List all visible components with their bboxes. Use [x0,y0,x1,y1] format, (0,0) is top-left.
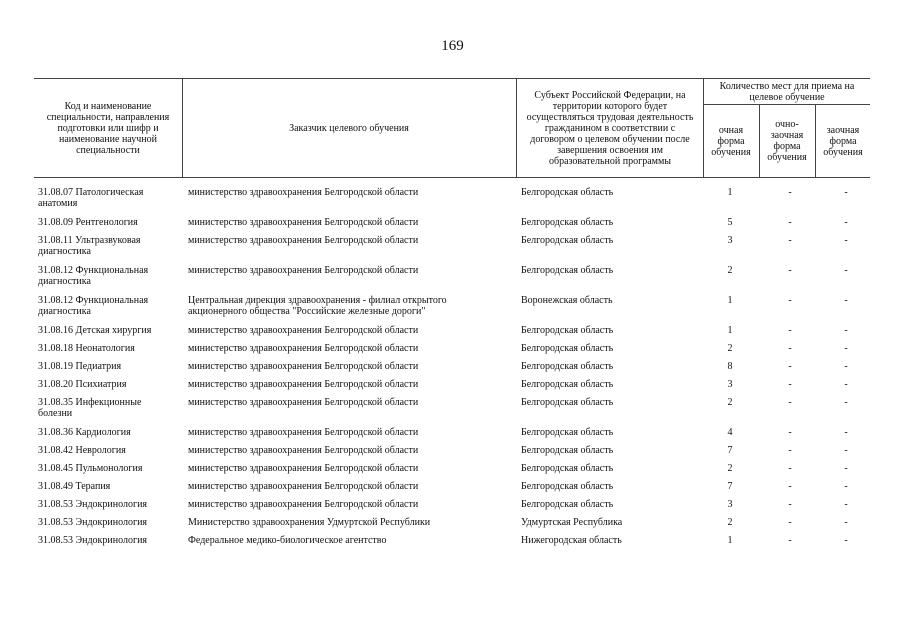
mixed-cell: - [788,265,792,276]
region-cell: Белгородская область [521,217,614,228]
part-time-cell: - [844,499,848,510]
mixed-cell: - [788,295,792,306]
mixed-cell: - [788,235,792,246]
header-divider-2 [516,78,517,177]
full-time-cell: 1 [727,295,733,306]
table-row [38,482,868,500]
customer-cell: министерство здравоохранения Белгородской области [188,235,419,246]
customer-cell: Центральная дирекция здравоохранения - филиал открытого акционерного общества "Российские железные дороги" [188,295,447,317]
table-row [38,536,868,554]
part-time-cell: - [844,343,848,354]
full-time-cell: 2 [727,397,733,408]
specialty-cell: 31.08.12 Функциональная диагностика [38,295,149,317]
region-cell: Белгородская область [521,397,614,408]
full-time-cell: 7 [727,481,733,492]
specialty-cell: 31.08.20 Психиатрия [38,379,127,390]
header-divider-5 [815,104,816,177]
header-region: Субъект Российской Федерации, на территории которого будет осуществляться трудовая деятельность гражданином в соответствии с договором о целевом обучении после завершения освоения им образовательной программы [526,89,694,167]
part-time-cell: - [844,325,848,336]
region-cell: Белгородская область [521,265,614,276]
specialty-cell: 31.08.36 Кардиология [38,427,131,438]
full-time-cell: 2 [727,517,733,528]
table-body [38,188,868,554]
part-time-cell: - [844,361,848,372]
specialty-cell: 31.08.45 Пульмонология [38,463,143,474]
specialty-cell: 31.08.07 Патологическая анатомия [38,187,144,209]
full-time-cell: 5 [727,217,733,228]
full-time-cell: 3 [727,379,733,390]
region-cell: Нижегородская область [521,535,622,546]
full-time-cell: 2 [727,343,733,354]
region-cell: Удмуртская Республика [521,517,623,528]
mixed-cell: - [788,535,792,546]
specialty-cell: 31.08.53 Эндокринология [38,499,148,510]
table-row [38,344,868,362]
full-time-cell: 3 [727,235,733,246]
customer-cell: министерство здравоохранения Белгородской области [188,325,419,336]
mixed-cell: - [788,517,792,528]
table-row [38,188,868,218]
region-cell: Белгородская область [521,463,614,474]
header-specialty: Код и наименование специальности, направления подготовки или шифр и наименование научной специальности [46,100,170,156]
table-row [38,518,868,536]
full-time-cell: 3 [727,499,733,510]
table-row [38,428,868,446]
table-row [38,500,868,518]
customer-cell: министерство здравоохранения Белгородской области [188,463,419,474]
region-cell: Белгородская область [521,361,614,372]
table-row [38,236,868,266]
customer-cell: министерство здравоохранения Белгородской области [188,499,419,510]
customer-cell: министерство здравоохранения Белгородской области [188,427,419,438]
customer-cell: Федеральное медико-биологическое агентство [188,535,387,546]
header-full-time: очная форма обучения [711,124,751,158]
customer-cell: министерство здравоохранения Белгородской области [188,481,419,492]
part-time-cell: - [844,265,848,276]
part-time-cell: - [844,463,848,474]
customer-cell: Министерство здравоохранения Удмуртской Республики [188,517,431,528]
customer-cell: министерство здравоохранения Белгородской области [188,265,419,276]
region-cell: Белгородская область [521,379,614,390]
full-time-cell: 2 [727,265,733,276]
region-cell: Белгородская область [521,499,614,510]
mixed-cell: - [788,325,792,336]
table-row [38,464,868,482]
specialty-cell: 31.08.42 Неврология [38,445,126,456]
customer-cell: министерство здравоохранения Белгородской области [188,217,419,228]
full-time-cell: 1 [727,535,733,546]
table-row [38,296,868,326]
specialty-cell: 31.08.49 Терапия [38,481,111,492]
mixed-cell: - [788,445,792,456]
header-customer: Заказчик целевого обучения [289,122,409,134]
customer-cell: министерство здравоохранения Белгородской области [188,445,419,456]
full-time-cell: 7 [727,445,733,456]
part-time-cell: - [844,217,848,228]
part-time-cell: - [844,295,848,306]
mixed-cell: - [788,397,792,408]
region-cell: Белгородская область [521,427,614,438]
part-time-cell: - [844,187,848,198]
page-number: 169 [441,38,464,54]
header-sub-rule [703,104,870,105]
region-cell: Белгородская область [521,343,614,354]
customer-cell: министерство здравоохранения Белгородской области [188,397,419,408]
region-cell: Белгородская область [521,187,614,198]
part-time-cell: - [844,481,848,492]
table-row [38,446,868,464]
full-time-cell: 4 [727,427,733,438]
full-time-cell: 1 [727,187,733,198]
specialty-cell: 31.08.12 Функциональная диагностика [38,265,149,287]
full-time-cell: 2 [727,463,733,474]
full-time-cell: 8 [727,361,733,372]
header-mixed: очно-заочная форма обучения [767,119,807,163]
header-part-time: заочная форма обучения [823,124,863,158]
customer-cell: министерство здравоохранения Белгородской области [188,187,419,198]
part-time-cell: - [844,427,848,438]
header-bottom-rule [34,177,870,178]
mixed-cell: - [788,499,792,510]
table-row [38,398,868,428]
part-time-cell: - [844,445,848,456]
region-cell: Белгородская область [521,325,614,336]
table-row [38,362,868,380]
specialty-cell: 31.08.09 Рентгенология [38,217,138,228]
table-row [38,266,868,296]
customer-cell: министерство здравоохранения Белгородской области [188,343,419,354]
header-top-rule [34,78,870,79]
specialty-cell: 31.08.16 Детская хирургия [38,325,152,336]
region-cell: Белгородская область [521,445,614,456]
customer-cell: министерство здравоохранения Белгородской области [188,379,419,390]
table-row [38,380,868,398]
customer-cell: министерство здравоохранения Белгородской области [188,361,419,372]
mixed-cell: - [788,427,792,438]
specialty-cell: 31.08.18 Неонатология [38,343,135,354]
mixed-cell: - [788,481,792,492]
table-row [38,218,868,236]
mixed-cell: - [788,343,792,354]
part-time-cell: - [844,535,848,546]
mixed-cell: - [788,463,792,474]
specialty-cell: 31.08.35 Инфекционные болезни [38,397,142,419]
specialty-cell: 31.08.53 Эндокринология [38,517,148,528]
region-cell: Белгородская область [521,235,614,246]
mixed-cell: - [788,361,792,372]
mixed-cell: - [788,187,792,198]
header-divider-4 [759,104,760,177]
mixed-cell: - [788,217,792,228]
specialty-cell: 31.08.19 Педиатрия [38,361,122,372]
region-cell: Воронежская область [521,295,613,306]
header-divider-3 [703,78,704,177]
header-divider-1 [182,78,183,177]
full-time-cell: 1 [727,325,733,336]
part-time-cell: - [844,517,848,528]
part-time-cell: - [844,397,848,408]
region-cell: Белгородская область [521,481,614,492]
header-places-group: Количество мест для приема на целевое обучение [719,80,855,103]
mixed-cell: - [788,379,792,390]
part-time-cell: - [844,235,848,246]
table-row [38,326,868,344]
specialty-cell: 31.08.53 Эндокринология [38,535,148,546]
specialty-cell: 31.08.11 Ультразвуковая диагностика [38,235,141,257]
part-time-cell: - [844,379,848,390]
